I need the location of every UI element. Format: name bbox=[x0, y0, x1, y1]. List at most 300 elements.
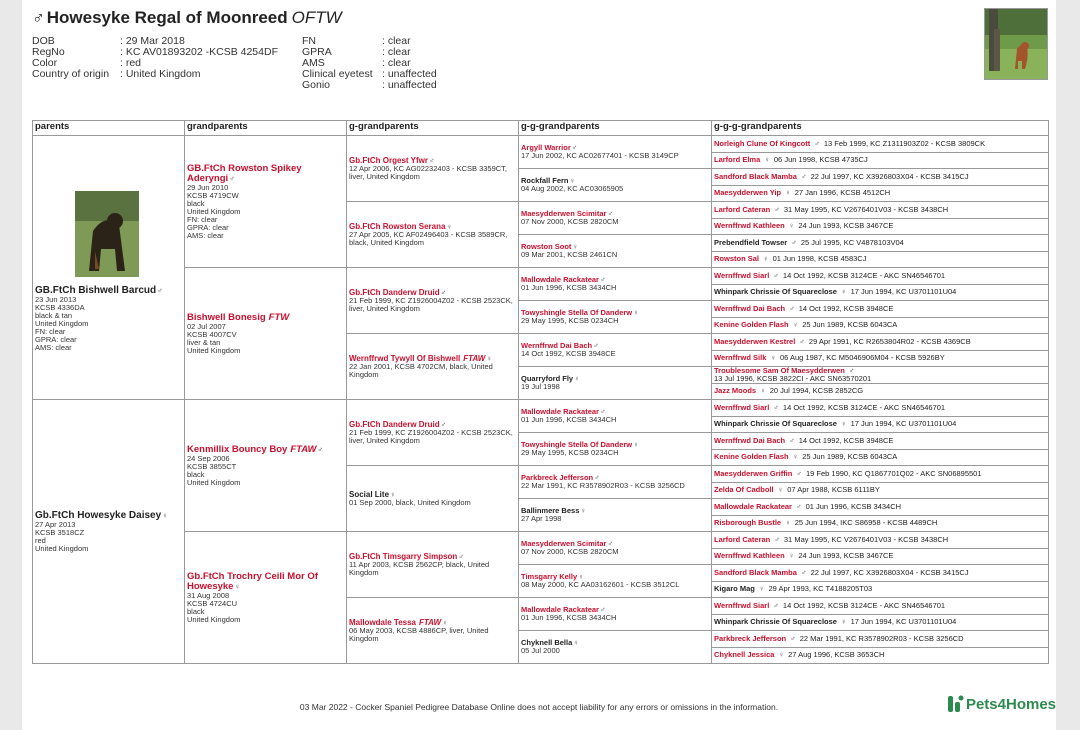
ggg-grandparent-cell bbox=[712, 367, 1049, 384]
dog-name-line bbox=[714, 486, 787, 494]
male-icon: ♂ bbox=[800, 171, 807, 181]
ggg-grandparent-info bbox=[712, 499, 1048, 515]
dog-details: 01 Jun 1996, KCSB 3434CH bbox=[521, 415, 617, 424]
female-icon: ♀ bbox=[572, 242, 579, 251]
female-icon: ♀ bbox=[792, 452, 799, 462]
ggg-grandparent-info bbox=[712, 516, 1048, 532]
dog-name-link[interactable]: Wernffrwd Dai Bach bbox=[521, 341, 593, 350]
dog-name-link[interactable]: Chyknell Jessica bbox=[714, 650, 775, 660]
dog-name-link[interactable]: Gb.FtCh Timsgarry Simpson bbox=[349, 551, 458, 561]
dog-details: 24 Jun 1993, KCSB 3467CE bbox=[798, 551, 894, 561]
dog-name-link[interactable]: Mallowdale Rackatear bbox=[521, 407, 599, 416]
ggg-grandparent-info bbox=[712, 532, 1048, 548]
ggg-grandparent-info bbox=[712, 582, 1048, 598]
male-icon: ♂ bbox=[789, 303, 795, 313]
ggg-grandparent-cell bbox=[712, 301, 1049, 318]
dog-name-link[interactable]: Whinpark Chrissie Of Squareclose bbox=[714, 287, 837, 297]
info-row bbox=[32, 47, 278, 58]
gg-grandparent-info bbox=[519, 268, 711, 300]
gg-grandparent-cell bbox=[519, 598, 712, 631]
info-label: AMS bbox=[302, 57, 325, 69]
dog-name-link[interactable]: Wernffrwd Siarl bbox=[714, 270, 770, 280]
gg-grandparent-info bbox=[519, 136, 711, 168]
dog-details: 22 Jan 2001, KCSB 4702CM, black, United Kingdom bbox=[349, 361, 493, 379]
grandparent-info bbox=[185, 532, 346, 663]
g-grandparent-cell bbox=[347, 202, 519, 268]
dog-details: 12 Apr 2006, KC AG02232403 - KCSB 3359CT, liver, United Kingdom bbox=[349, 163, 508, 181]
brand-name: Pets4Homes bbox=[965, 695, 1056, 713]
dog-details: 31 May 1995, KC V2676401V03 - KCSB 3438CH bbox=[783, 204, 949, 214]
dog-name-link[interactable]: Gb.FtCh Danderw Druid bbox=[349, 419, 440, 429]
pedigree-table bbox=[32, 120, 1049, 664]
dog-name-link[interactable]: Parkbreck Jefferson bbox=[714, 633, 787, 643]
dog-details: 08 May 2000, KC AA03162601 - KCSB 3512CL bbox=[521, 580, 680, 589]
gg-grandparent-info bbox=[519, 532, 711, 564]
dog-details: 06 Aug 1987, KC M5046906M04 - KCSB 5926BY bbox=[780, 353, 945, 363]
dog-name-link[interactable]: Kenine Golden Flash bbox=[714, 452, 789, 462]
gg-grandparent-cell bbox=[519, 532, 712, 565]
dog-title-suffix: OFTW bbox=[291, 8, 342, 27]
male-icon: ♂ bbox=[773, 402, 779, 412]
g-grandparent-info bbox=[347, 334, 518, 399]
page-title bbox=[32, 8, 342, 28]
dog-details: 05 Jul 2000 bbox=[521, 646, 560, 655]
dog-name-line bbox=[187, 313, 344, 323]
dog-details: 22 Mar 1991, KC R3578902R03 - KCSB 3256CD bbox=[799, 633, 964, 643]
g-grandparent-cell bbox=[347, 268, 519, 334]
parent-cell bbox=[33, 400, 185, 664]
dog-name-link[interactable]: Whinpark Chrissie Of Squareclose bbox=[714, 617, 837, 627]
dog-name-line bbox=[714, 387, 770, 395]
gg-grandparent-info bbox=[519, 433, 711, 465]
male-icon: ♂ bbox=[799, 336, 805, 346]
male-icon: ♂ bbox=[32, 8, 45, 27]
ggg-grandparent-info bbox=[712, 252, 1048, 268]
female-icon: ♀ bbox=[764, 155, 770, 165]
dog-name-link[interactable]: GB.FtCh Bishwell Barcud bbox=[35, 285, 157, 296]
dog-name-link[interactable]: Quarryford Fly bbox=[521, 374, 574, 383]
dog-name: Howesyke Regal of Moonreed bbox=[46, 8, 288, 27]
dog-name-link[interactable]: Larford Elma bbox=[714, 155, 761, 165]
ggg-grandparent-info bbox=[712, 565, 1048, 581]
dog-name-link[interactable]: Maesydderwen Kestrel bbox=[714, 336, 796, 346]
dog-name-link[interactable]: Whinpark Chrissie Of Squareclose bbox=[714, 419, 837, 429]
ggg-grandparent-cell bbox=[712, 383, 1049, 400]
dog-name-link[interactable]: Jazz Moods bbox=[714, 386, 757, 396]
dog-details: 25 Jul 1995, KC V4878103V04 bbox=[800, 237, 904, 247]
dog-name-link[interactable]: Maesydderwen Griffin bbox=[714, 468, 793, 478]
dog-name-link[interactable]: Wernffrwd Tywyll Of Bishwell bbox=[349, 353, 461, 363]
male-icon: ♂ bbox=[795, 501, 802, 511]
ggg-grandparent-cell bbox=[712, 284, 1049, 301]
dog-name-link[interactable]: Sandford Black Mamba bbox=[714, 171, 797, 181]
ggg-grandparent-info bbox=[712, 615, 1048, 631]
dog-details: 29 May 1995, KCSB 0234CH bbox=[521, 448, 619, 457]
column-header-ggg-grandparents: g-g-g-grandparents bbox=[712, 121, 1049, 136]
gg-grandparent-cell bbox=[519, 400, 712, 433]
female-icon: ♀ bbox=[770, 353, 776, 363]
dog-name-line bbox=[714, 288, 851, 296]
gg-grandparent-cell bbox=[519, 367, 712, 400]
dog-details: 25 Jun 1989, KCSB 6043CA bbox=[802, 320, 898, 330]
dog-name-link[interactable]: Larford Cateran bbox=[714, 204, 771, 214]
male-icon: ♂ bbox=[848, 366, 855, 376]
ggg-grandparent-cell bbox=[712, 499, 1049, 516]
gg-grandparent-cell bbox=[519, 466, 712, 499]
dog-details: 14 Oct 1992, KCSB 3124CE - AKC SN46546701 bbox=[782, 600, 946, 610]
dog-details: 06 Jun 1998, KCSB 4735CJ bbox=[773, 155, 868, 165]
ggg-grandparent-cell bbox=[712, 647, 1049, 664]
dog-details: 01 Jun 1996, KCSB 3434CH bbox=[805, 501, 902, 511]
dog-details: 01 Jun 1998, KCSB 4583CJ bbox=[772, 254, 867, 264]
dog-name-link[interactable]: Towyshingle Stella Of Danderw bbox=[521, 440, 633, 449]
dog-name-line bbox=[714, 569, 811, 577]
dog-details: 22 Jul 1997, KC X3926803X04 - KCSB 3415CJ bbox=[810, 567, 969, 577]
dog-name-link[interactable]: Bishwell Bonesig bbox=[187, 311, 266, 323]
dog-name-link[interactable]: Gb.FtCh Orgest Yfwr bbox=[349, 155, 428, 165]
dog-name-link[interactable]: GB.FtCh Rowston Spikey Aderyngi bbox=[187, 162, 302, 184]
ggg-grandparent-info bbox=[712, 235, 1048, 251]
dog-name-link[interactable]: Gb.FtCh Trochry Ceili Mor Of Howesyke bbox=[187, 570, 318, 592]
ggg-grandparent-cell bbox=[712, 482, 1049, 499]
title-suffix: FTAW bbox=[290, 443, 317, 455]
gg-grandparent-info bbox=[519, 631, 711, 663]
ggg-grandparent-cell bbox=[712, 251, 1049, 268]
male-icon: ♂ bbox=[599, 275, 606, 284]
gg-grandparent-cell bbox=[519, 268, 712, 301]
dog-name-line bbox=[714, 338, 809, 346]
female-icon: ♀ bbox=[788, 221, 795, 231]
ggg-grandparent-info bbox=[712, 384, 1048, 400]
gg-grandparent-info bbox=[519, 565, 711, 597]
dog-name-line bbox=[714, 618, 851, 626]
g-grandparent-info bbox=[347, 400, 518, 465]
female-icon: ♀ bbox=[486, 353, 492, 363]
info-left bbox=[32, 36, 278, 80]
ggg-grandparent-info bbox=[712, 417, 1048, 433]
ggg-grandparent-info bbox=[712, 483, 1048, 499]
dog-name-link[interactable]: Gb.FtCh Danderw Druid bbox=[349, 287, 440, 297]
male-icon: ♂ bbox=[594, 473, 600, 482]
dog-details: 22 Jul 1997, KC X3926803X04 - KCSB 3415CJ bbox=[810, 171, 969, 181]
grandparent-cell bbox=[185, 268, 347, 400]
grandparent-info bbox=[185, 136, 346, 267]
g-grandparent-info bbox=[347, 202, 518, 267]
title-suffix: FTAW bbox=[419, 617, 442, 627]
dog-details: 27 Apr 2013 KCSB 3518CZ red United Kingdom bbox=[35, 520, 89, 553]
column-header-g-grandparents: g-grandparents bbox=[347, 121, 519, 136]
dog-name-link[interactable]: Gb.FtCh Howesyke Daisey bbox=[35, 510, 162, 521]
dog-name-line bbox=[714, 519, 795, 527]
male-icon: ♂ bbox=[774, 534, 780, 544]
g-grandparent-info bbox=[347, 136, 518, 201]
dog-name-link[interactable]: Rowston Sal bbox=[714, 254, 760, 264]
ggg-grandparent-info bbox=[712, 268, 1048, 284]
info-label: FN bbox=[302, 35, 316, 47]
dog-details: 14 Oct 1992, KCSB 3124CE - AKC SN46546701 bbox=[782, 402, 946, 412]
dog-name-link[interactable]: Mallowdale Rackatear bbox=[714, 501, 792, 511]
dog-details: 17 Jun 1994, KC U3701101U04 bbox=[850, 419, 957, 429]
female-icon: ♀ bbox=[446, 221, 453, 231]
ggg-grandparent-info bbox=[712, 433, 1048, 449]
gg-grandparent-info bbox=[519, 334, 711, 366]
parent-info bbox=[33, 400, 184, 663]
dog-details: 27 Apr 2005, KC AF02496403 - KCSB 3589CR, black, United Kingdom bbox=[349, 229, 508, 247]
brand-logo[interactable] bbox=[946, 694, 1056, 714]
male-icon: ♂ bbox=[428, 155, 435, 165]
gg-grandparent-cell bbox=[519, 169, 712, 202]
gg-grandparent-cell bbox=[519, 433, 712, 466]
g-grandparent-cell bbox=[347, 334, 519, 400]
info-value: : clear bbox=[382, 57, 411, 69]
female-icon: ♀ bbox=[574, 374, 580, 383]
paw-icon bbox=[946, 694, 964, 714]
dog-name-line bbox=[714, 503, 806, 511]
dog-details: 01 Jun 1996, KCSB 3434CH bbox=[521, 613, 617, 622]
ggg-grandparent-info bbox=[712, 598, 1048, 614]
dog-name-link[interactable]: Maesydderwen Scimitar bbox=[521, 539, 607, 548]
ggg-grandparent-cell bbox=[712, 581, 1049, 598]
ggg-grandparent-cell bbox=[712, 631, 1049, 648]
dog-name-link[interactable]: Wernffrwd Siarl bbox=[714, 600, 770, 610]
dog-name-link[interactable]: Kigaro Mag bbox=[714, 584, 755, 594]
g-grandparent-info bbox=[347, 268, 518, 333]
dog-name-link[interactable]: Chyknell Bella bbox=[521, 638, 573, 647]
dog-name-line bbox=[714, 305, 799, 313]
gg-grandparent-cell bbox=[519, 499, 712, 532]
dog-name-link[interactable]: Mallowdale Rackatear bbox=[521, 605, 599, 614]
ggg-grandparent-info bbox=[712, 153, 1048, 169]
dog-details: 02 Jul 2007 KCSB 4007CV liver & tan United Kingdom bbox=[187, 321, 241, 355]
dog-details: 31 Aug 2008 KCSB 4724CU black United Kingdom bbox=[187, 590, 241, 624]
info-value: : United Kingdom bbox=[120, 68, 201, 80]
ggg-grandparent-cell bbox=[712, 515, 1049, 532]
male-icon: ♂ bbox=[599, 605, 606, 614]
female-icon: ♀ bbox=[788, 551, 795, 561]
ggg-grandparent-info bbox=[712, 202, 1048, 218]
dog-details: 23 Jun 2013 KCSB 4336DA black & tan United Kingdom FN: clear GPRA: clear AMS: clear bbox=[35, 295, 89, 352]
dog-details: 24 Jun 1993, KCSB 3467CE bbox=[798, 221, 894, 231]
dog-name-link[interactable]: Parkbreck Jefferson bbox=[521, 473, 594, 482]
female-icon: ♀ bbox=[633, 440, 639, 449]
dog-name-link[interactable]: Gb.FtCh Rowston Serana bbox=[349, 221, 446, 231]
info-label: Country of origin bbox=[32, 68, 110, 80]
grandparent-cell bbox=[185, 400, 347, 532]
ggg-grandparent-cell bbox=[712, 317, 1049, 334]
dog-details: 25 Jun 1994, IKC S86958 - KCSB 4489CH bbox=[794, 518, 938, 528]
female-icon: ♀ bbox=[390, 489, 396, 499]
dog-name-line bbox=[714, 420, 851, 428]
male-icon: ♂ bbox=[593, 341, 599, 350]
dog-name-line bbox=[714, 651, 788, 659]
male-icon: ♂ bbox=[796, 468, 802, 478]
ggg-grandparent-cell bbox=[712, 334, 1049, 351]
dog-name-link[interactable]: Wernffrwd Dai Bach bbox=[714, 435, 786, 445]
ggg-grandparent-cell bbox=[712, 235, 1049, 252]
male-icon: ♂ bbox=[440, 419, 447, 429]
dog-name-link[interactable]: Wernffrwd Siarl bbox=[714, 402, 770, 412]
dog-details: 07 Nov 2000, KCSB 2820CM bbox=[521, 547, 619, 556]
dog-name-link[interactable]: Prebendfield Towser bbox=[714, 237, 788, 247]
dog-name-link[interactable]: Timsgarry Kelly bbox=[521, 572, 578, 581]
dog-name-link[interactable]: Mallowdale Rackatear bbox=[521, 275, 599, 284]
dog-name-line bbox=[187, 445, 344, 455]
male-icon: ♂ bbox=[773, 600, 779, 610]
male-icon: ♂ bbox=[157, 286, 163, 295]
gg-grandparent-cell bbox=[519, 565, 712, 598]
dog-details: 14 Oct 1992, KCSB 3948CE bbox=[521, 349, 616, 358]
info-label: Clinical eyetest bbox=[302, 68, 373, 80]
ggg-grandparent-cell bbox=[712, 614, 1049, 631]
ggg-grandparent-cell bbox=[712, 350, 1049, 367]
ggg-grandparent-cell bbox=[712, 400, 1049, 417]
male-icon: ♂ bbox=[607, 539, 614, 548]
dog-details: 01 Sep 2000, black, United Kingdom bbox=[349, 497, 471, 507]
dog-name-link[interactable]: Kenine Golden Flash bbox=[714, 320, 789, 330]
dog-name-link[interactable]: Wernffrwd Kathleen bbox=[714, 221, 785, 231]
info-label: RegNo bbox=[32, 46, 65, 58]
title-suffix: FTAW bbox=[463, 353, 486, 363]
male-icon: ♂ bbox=[229, 173, 235, 183]
male-icon: ♂ bbox=[789, 435, 795, 445]
dog-name-line bbox=[714, 255, 773, 263]
ggg-grandparent-cell bbox=[712, 565, 1049, 582]
female-icon: ♀ bbox=[763, 254, 769, 264]
female-icon: ♀ bbox=[580, 506, 586, 515]
dog-name-link[interactable]: Norleigh Clune Of Kingcott bbox=[714, 138, 811, 148]
ggg-grandparent-cell bbox=[712, 218, 1049, 235]
g-grandparent-cell bbox=[347, 532, 519, 598]
dog-name-link[interactable]: Rowston Soot bbox=[521, 242, 572, 251]
gg-grandparent-cell bbox=[519, 235, 712, 268]
info-value: : KC AV01893202 -KCSB 4254DF bbox=[120, 46, 278, 58]
dog-name-line bbox=[714, 602, 783, 610]
gg-grandparent-info bbox=[519, 400, 711, 432]
gg-grandparent-info bbox=[519, 202, 711, 234]
dog-details: 29 Apr 1991, KC R2653804R02 - KCSB 4369CB bbox=[808, 336, 971, 346]
dog-name-link[interactable]: Towyshingle Stella Of Danderw bbox=[521, 308, 633, 317]
dog-name-link[interactable]: Wernffrwd Silk bbox=[714, 353, 767, 363]
dog-details: 21 Feb 1999, KC Z1926004Z02 - KCSB 2523CK, liver, United Kingdom bbox=[349, 427, 513, 445]
dog-name-link[interactable]: Wernffrwd Kathleen bbox=[714, 551, 785, 561]
column-header-parents: parents bbox=[33, 121, 185, 136]
column-header-gg-grandparents: g-g-grandparents bbox=[519, 121, 712, 136]
dog-details: 27 Jan 1996, KCSB 4512CH bbox=[794, 188, 891, 198]
dog-details: 17 Jun 1994, KC U3701101U04 bbox=[850, 287, 957, 297]
dog-name-link[interactable]: Ballinmere Bess bbox=[521, 506, 580, 515]
g-grandparent-cell bbox=[347, 466, 519, 532]
ggg-grandparent-info bbox=[712, 169, 1048, 185]
ggg-grandparent-info bbox=[712, 219, 1048, 235]
dog-name-line bbox=[714, 140, 824, 148]
female-icon: ♀ bbox=[777, 485, 784, 495]
female-icon: ♀ bbox=[442, 617, 448, 627]
female-icon: ♀ bbox=[840, 287, 847, 297]
grandparent-info bbox=[185, 268, 346, 399]
ggg-grandparent-cell bbox=[712, 202, 1049, 219]
parent-photo[interactable] bbox=[75, 191, 139, 277]
ggg-grandparent-info bbox=[712, 334, 1048, 350]
dog-name-line bbox=[714, 453, 802, 461]
female-icon: ♀ bbox=[778, 650, 785, 660]
dog-name-line bbox=[714, 552, 798, 560]
dog-name-link[interactable]: Kenmillix Bouncy Boy bbox=[187, 443, 288, 455]
male-icon: ♂ bbox=[458, 551, 464, 561]
dog-details: 20 Jul 1994, KCSB 2852CG bbox=[769, 386, 864, 396]
dog-details: 22 Mar 1991, KC R3578902R03 - KCSB 3256CD bbox=[521, 481, 685, 490]
dog-details: 27 Apr 1998 bbox=[521, 514, 562, 523]
dog-details: 07 Apr 1988, KCSB 6111BY bbox=[787, 485, 880, 495]
dog-name-link[interactable]: Maesydderwen Yip bbox=[714, 188, 782, 198]
dog-name-link[interactable]: Troublesome Sam Of Maesydderwen bbox=[714, 366, 845, 376]
ggg-grandparent-cell bbox=[712, 598, 1049, 615]
dog-name-line bbox=[714, 222, 798, 230]
dog-name-line bbox=[714, 470, 806, 478]
male-icon: ♂ bbox=[607, 209, 614, 218]
dog-details: 09 Mar 2001, KCSB 2461CN bbox=[521, 250, 618, 259]
info-value: : clear bbox=[382, 46, 411, 58]
dog-name-link[interactable]: Risborough Bustle bbox=[714, 518, 782, 528]
dog-name-link[interactable]: Maesydderwen Scimitar bbox=[521, 209, 607, 218]
dog-name-line bbox=[714, 437, 799, 445]
gg-grandparent-cell bbox=[519, 301, 712, 334]
info-value: : 29 Mar 2018 bbox=[120, 35, 185, 47]
info-right bbox=[302, 36, 437, 91]
info-row bbox=[302, 80, 437, 91]
grandparent-info bbox=[185, 400, 346, 531]
dog-details: 19 Jul 1998 bbox=[521, 382, 560, 391]
dog-details: 21 Feb 1999, KC Z1926004Z02 - KCSB 2523CK, liver, United Kingdom bbox=[349, 295, 513, 313]
dog-details: 01 Jun 1996, KCSB 3434CH bbox=[521, 283, 617, 292]
male-icon: ♂ bbox=[599, 407, 606, 416]
dog-details: 14 Oct 1992, KCSB 3948CE bbox=[798, 303, 894, 313]
gg-grandparent-cell bbox=[519, 136, 712, 169]
gg-grandparent-info bbox=[519, 598, 711, 630]
gg-grandparent-info bbox=[519, 466, 711, 498]
dog-name-line bbox=[714, 404, 783, 412]
dog-details: 13 Jul 1996, KCSB 3822CI - AKC SN63570201 bbox=[714, 373, 872, 383]
g-grandparent-info bbox=[347, 532, 518, 597]
info-row bbox=[32, 69, 278, 80]
g-grandparent-cell bbox=[347, 400, 519, 466]
dog-details: 14 Oct 1992, KCSB 3124CE - AKC SN46546701 bbox=[782, 270, 946, 280]
ggg-grandparent-info bbox=[712, 285, 1048, 301]
male-icon: ♂ bbox=[773, 270, 779, 280]
ggg-grandparent-info bbox=[712, 301, 1048, 317]
dog-name-link[interactable]: Wernffrwd Dai Bach bbox=[714, 303, 786, 313]
info-value: : unaffected bbox=[382, 79, 437, 91]
female-icon: ♀ bbox=[234, 581, 241, 591]
dog-details: 25 Jun 1989, KCSB 6043CA bbox=[802, 452, 898, 462]
dog-name-link[interactable]: Argyll Warrior bbox=[521, 143, 571, 152]
dog-name-link[interactable]: Social Lite bbox=[349, 489, 390, 499]
dog-name-link[interactable]: Zelda Of Cadboll bbox=[714, 485, 774, 495]
ggg-grandparent-cell bbox=[712, 548, 1049, 565]
dog-name-link[interactable]: Rockfall Fern bbox=[521, 176, 569, 185]
dog-name-link[interactable]: Mallowdale Tessa bbox=[349, 617, 416, 627]
dog-name-line bbox=[714, 156, 774, 164]
dog-photo[interactable] bbox=[984, 8, 1048, 80]
gg-grandparent-info bbox=[519, 169, 711, 201]
ggg-grandparent-cell bbox=[712, 466, 1049, 483]
ggg-grandparent-cell bbox=[712, 268, 1049, 285]
gg-grandparent-cell bbox=[519, 202, 712, 235]
dog-name-link[interactable]: Sandford Black Mamba bbox=[714, 567, 797, 577]
dog-details: 04 Aug 2002, KC AC03065905 bbox=[521, 184, 624, 193]
dog-name-link[interactable]: Larford Cateran bbox=[714, 534, 771, 544]
dog-details: 06 May 2003, KCSB 4886CP, liver, United Kingdom bbox=[349, 625, 489, 643]
info-label: Color bbox=[32, 57, 58, 69]
